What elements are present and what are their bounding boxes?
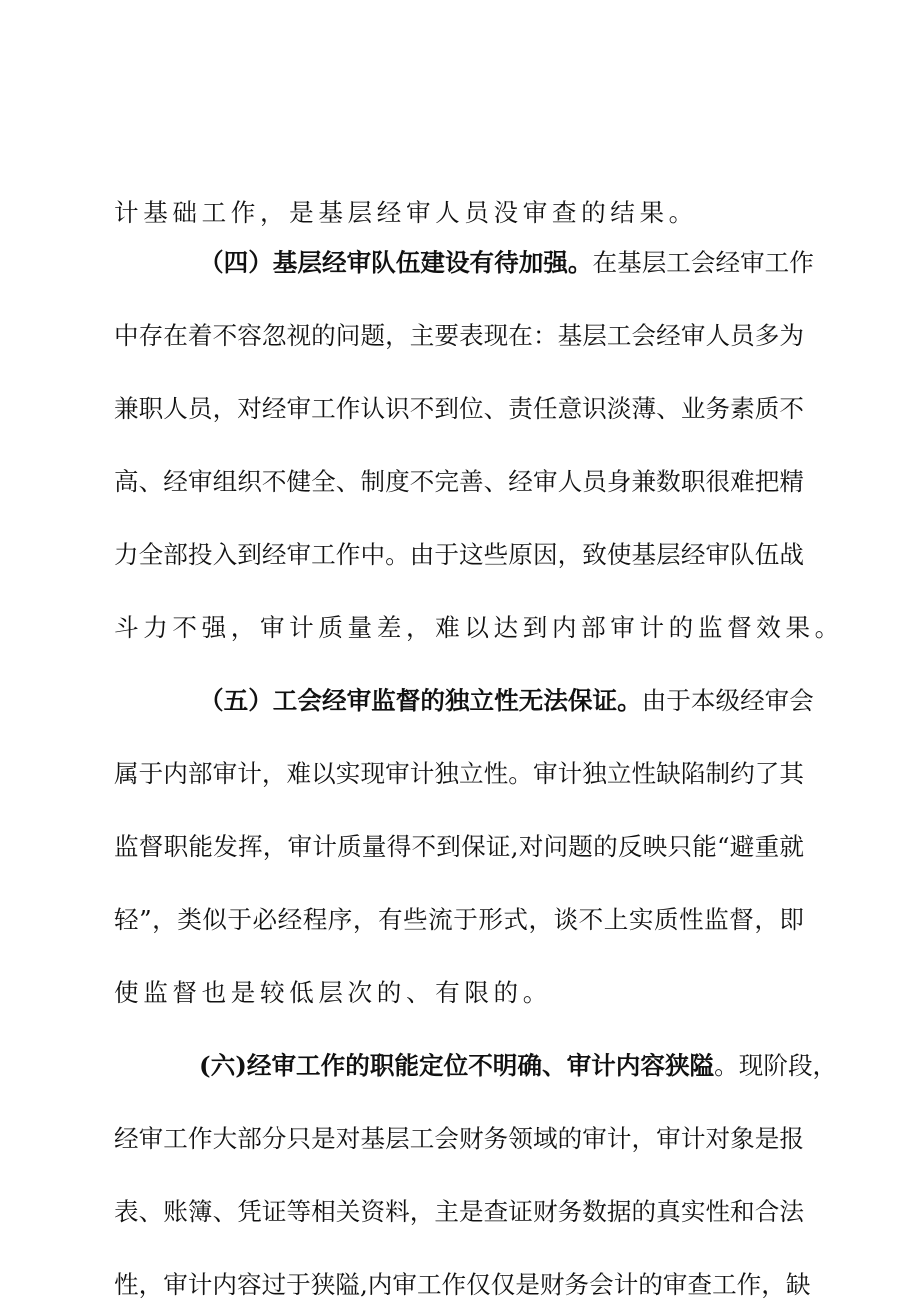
paragraph-text: 兼职人员，对经审工作认识不到位、责任意识淡薄、业务素质不 bbox=[114, 394, 804, 423]
paragraph-text: 斗力不强，审计质量差，难以达到内部审计的监督效果。 bbox=[114, 613, 844, 642]
text-line bbox=[114, 198, 804, 228]
section-heading-line bbox=[199, 686, 814, 716]
paragraph-text: 属于内部审计，难以实现审计独立性。审计独立性缺陷制约了其 bbox=[114, 759, 804, 788]
section-heading-line bbox=[199, 248, 814, 278]
paragraph-text: 高、经审组织不健全、制度不完善、经审人员身兼数职很难把精 bbox=[114, 467, 804, 496]
text-line bbox=[114, 394, 804, 424]
paragraph-text: 监督职能发挥，审计质量得不到保证,对问题的反映只能“避重就 bbox=[114, 832, 804, 861]
paragraph-text: 在基层工会经审工作 bbox=[592, 248, 814, 277]
text-line bbox=[114, 759, 804, 789]
text-line bbox=[114, 321, 804, 351]
paragraph-text: 。现阶段， bbox=[714, 1051, 838, 1080]
paragraph-text: 由于本级经审会 bbox=[641, 686, 814, 715]
paragraph-text: 表、账簿、凭证等相关资料，主是查证财务数据的真实性和合法 bbox=[114, 1197, 804, 1226]
text-line bbox=[114, 467, 804, 497]
section-heading-5: （五）工会经审监督的独立性无法保证。 bbox=[199, 686, 642, 715]
paragraph-text: 使监督也是较低层次的、有限的。 bbox=[114, 978, 552, 1007]
text-line bbox=[114, 613, 844, 643]
section-heading-4: （四）基层经审队伍建设有待加强。 bbox=[199, 248, 593, 277]
text-line bbox=[114, 905, 804, 935]
paragraph-text: 力全部投入到经审工作中。由于这些原因，致使基层经审队伍战 bbox=[114, 540, 804, 569]
paragraph-text: 经审工作大部分只是对基层工会财务领域的审计，审计对象是报 bbox=[114, 1124, 804, 1153]
text-line bbox=[114, 1197, 804, 1227]
paragraph-text: 性，审计内容过于狭隘,内审工作仅仅是财务会计的审查工作，缺 bbox=[114, 1270, 811, 1299]
text-line bbox=[114, 540, 804, 570]
paragraph-text: 计基础工作，是基层经审人员没审查的结果。 bbox=[114, 198, 698, 227]
text-line bbox=[114, 1270, 811, 1300]
text-line bbox=[114, 832, 804, 862]
text-line bbox=[114, 978, 804, 1008]
section-heading-6: (六)经审工作的职能定位不明确、审计内容狭隘 bbox=[199, 1051, 715, 1080]
text-line bbox=[114, 1124, 804, 1154]
paragraph-text: 中存在着不容忽视的问题，主要表现在：基层工会经审人员多为 bbox=[114, 321, 804, 350]
paragraph-text: 轻”，类似于必经程序，有些流于形式，谈不上实质性监督，即 bbox=[114, 905, 804, 934]
section-heading-line bbox=[199, 1051, 838, 1081]
